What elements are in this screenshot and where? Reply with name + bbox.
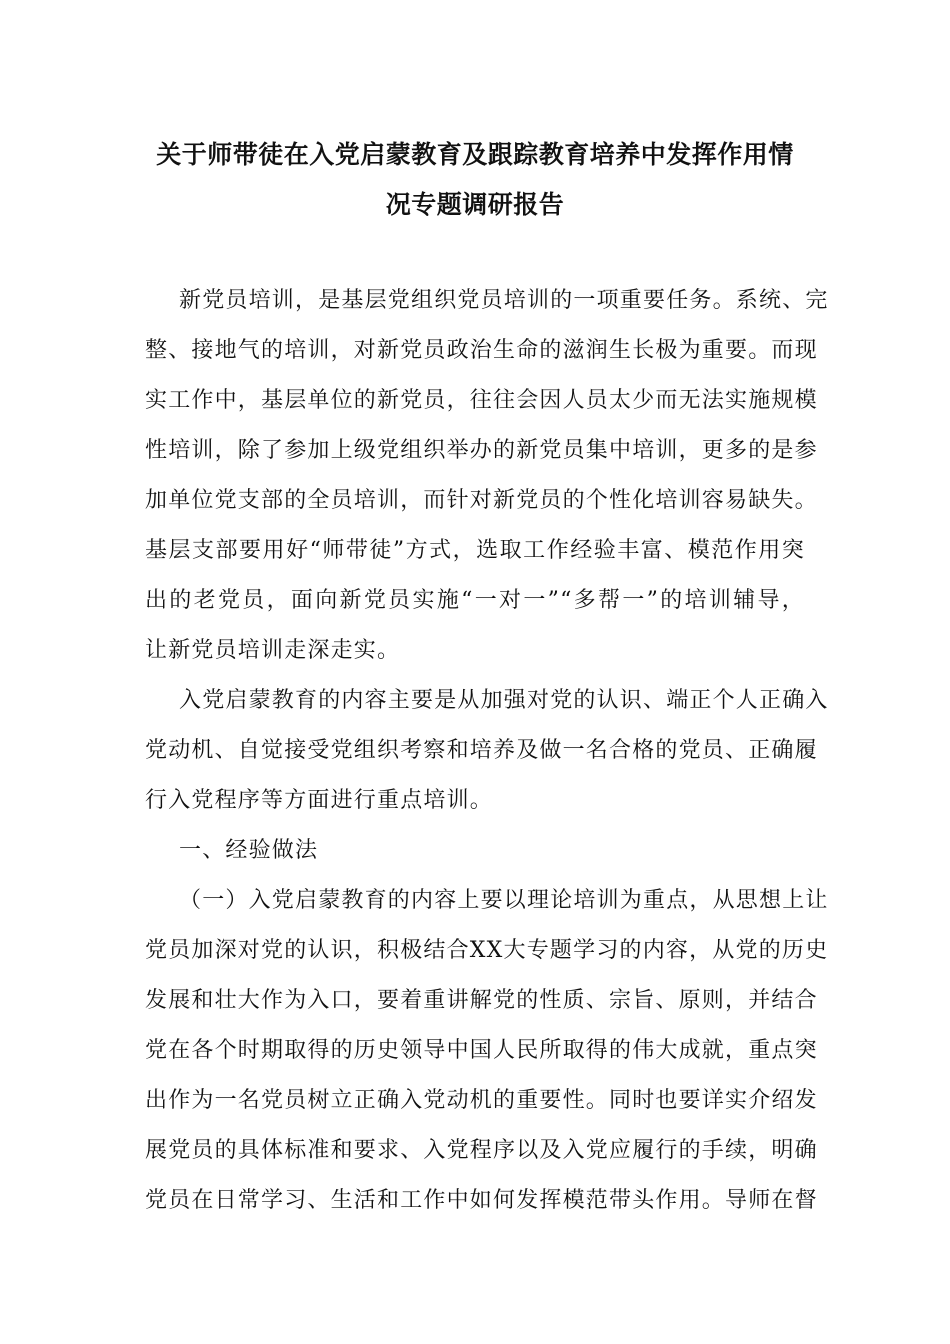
text-line: 加单位党支部的全员培训，而针对新党员的个性化培训容易缺失。 <box>145 488 818 513</box>
text-line: 出作为一名党员树立正确入党动机的重要性。同时也要详实介绍发 <box>145 1088 818 1113</box>
text-line: 展党员的具体标准和要求、入党程序以及入党应履行的手续，明确 <box>145 1138 818 1163</box>
text-line: 整、接地气的培训，对新党员政治生命的滋润生长极为重要。而现 <box>145 338 818 363</box>
text-line: 发展和壮大作为入口，要着重讲解党的性质、宗旨、原则，并结合 <box>145 988 818 1013</box>
paragraph-content <box>145 681 829 831</box>
text-line: 基层支部要用好“师带徒”方式，选取工作经验丰富、模范作用突 <box>145 538 805 563</box>
text-line: 党员加深对党的认识，积极结合XX大专题学习的内容，从党的历史 <box>145 938 829 963</box>
text-line: 入党启蒙教育的内容主要是从加强对党的认识、端正个人正确入 <box>179 688 829 713</box>
text-line: 性培训，除了参加上级党组织举办的新党员集中培训，更多的是参 <box>145 438 818 463</box>
paragraph-method-one <box>145 881 829 1231</box>
document-body <box>145 281 829 1231</box>
text-line: 新党员培训，是基层党组织党员培训的一项重要任务。系统、完 <box>179 288 829 313</box>
text-line: 让新党员培训走深走实。 <box>145 638 401 663</box>
text-line: 实工作中，基层单位的新党员，往往会因人员太少而无法实施规模 <box>145 388 818 413</box>
text-line: 党员在日常学习、生活和工作中如何发挥模范带头作用。导师在督 <box>145 1188 818 1213</box>
title-line: 关于师带徒在入党启蒙教育及跟踪教育培养中发挥作用情 <box>156 140 794 169</box>
heading-text: 一、经验做法 <box>179 838 319 863</box>
title-line: 况专题调研报告 <box>385 190 565 219</box>
document-title <box>145 130 805 230</box>
section-heading <box>145 831 805 881</box>
text-line: 行入党程序等方面进行重点培训。 <box>145 788 494 813</box>
text-line: （一）入党启蒙教育的内容上要以理论培训为重点，从思想上让 <box>179 888 829 913</box>
text-line: 党在各个时期取得的历史领导中国人民所取得的伟大成就，重点突 <box>145 1038 818 1063</box>
text-line: 出的老党员，面向新党员实施“一对一”“多帮一”的培训辅导， <box>145 588 805 613</box>
text-line: 党动机、自觉接受党组织考察和培养及做一名合格的党员、正确履 <box>145 738 818 763</box>
paragraph-intro <box>145 281 829 681</box>
